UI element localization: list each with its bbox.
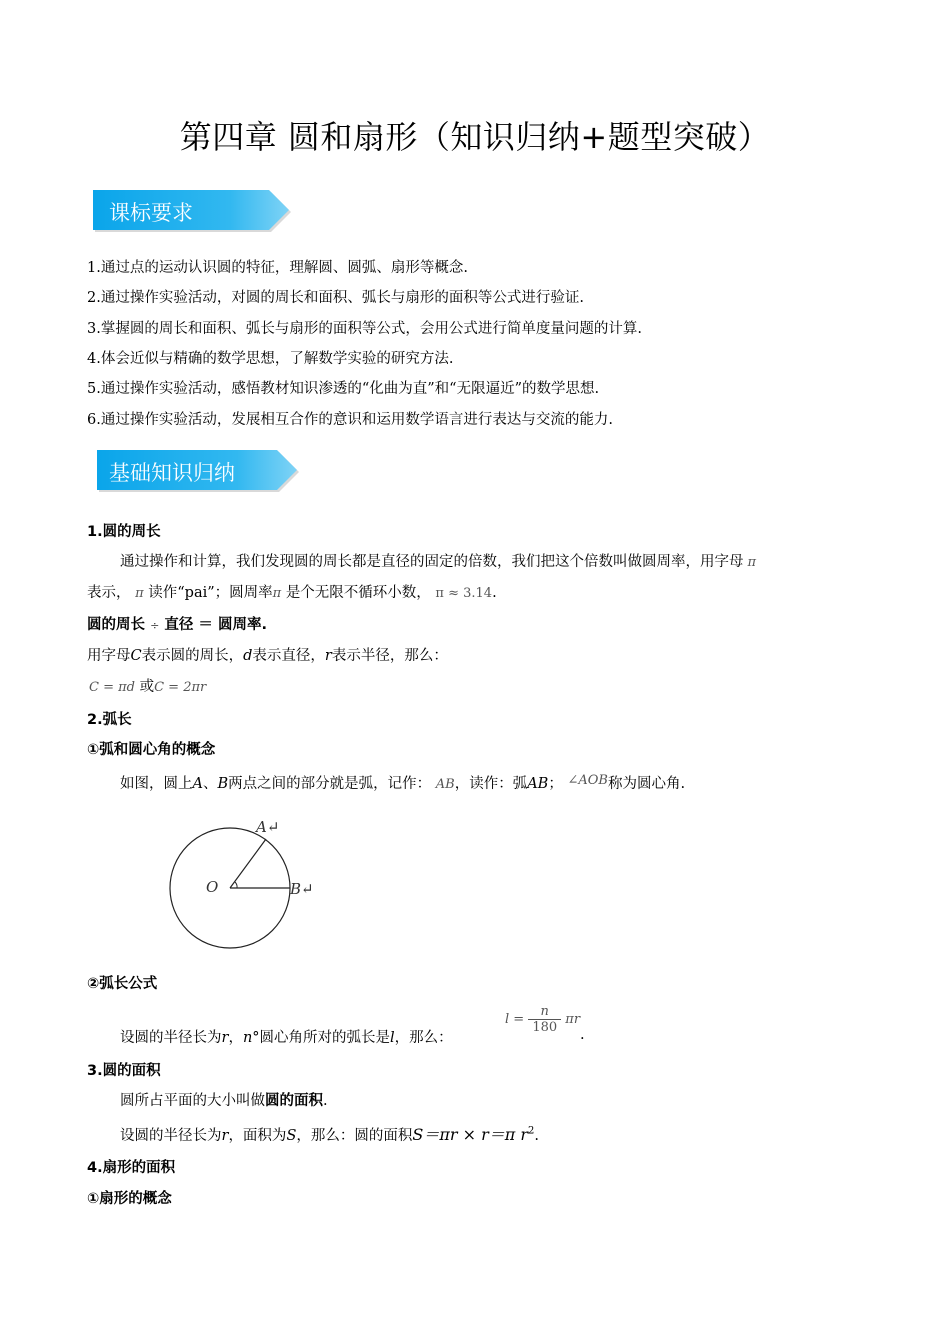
- section-heading: 2.弧长: [87, 712, 132, 728]
- text: ，面积为: [228, 1128, 287, 1144]
- banner-knowledge: [93, 448, 303, 496]
- text: 圆所占平面的大小叫做: [120, 1093, 265, 1109]
- pi-symbol: π: [135, 586, 144, 601]
- text: 用字母: [87, 648, 131, 664]
- requirement-item: 6.通过操作实验活动，发展相互合作的意识和运用数学语言进行表达与交流的能力.: [87, 412, 613, 428]
- fraction: [528, 1004, 561, 1035]
- text: 直径 ＝ 圆周率.: [164, 617, 267, 633]
- subsection-heading: ①扇形的概念: [87, 1191, 172, 1207]
- paragraph: [87, 644, 448, 665]
- section-heading: 1.圆的周长: [87, 524, 161, 540]
- pi-symbol: π: [272, 586, 282, 601]
- paragraph: [87, 581, 497, 602]
- angle-formula: ∠AOB: [567, 773, 608, 788]
- var: n: [242, 1030, 253, 1046]
- angle-arc: [235, 882, 237, 888]
- requirement-item: 2.通过操作实验活动，对圆的周长和面积、弧长与扇形的面积等公式进行验证.: [87, 290, 584, 306]
- text-line: [120, 1026, 453, 1047]
- period: .: [580, 1027, 585, 1043]
- text: ，那么：: [394, 1030, 453, 1046]
- text: ，: [228, 1030, 243, 1046]
- text: 或: [139, 679, 155, 695]
- paragraph: [120, 550, 756, 571]
- var: B: [217, 776, 229, 792]
- point-label-o: O: [206, 878, 219, 896]
- arc-length-formula: [505, 1004, 580, 1035]
- bold-term: 圆的面积: [265, 1093, 323, 1109]
- divide-symbol: ÷: [150, 619, 160, 632]
- numerator: n: [528, 1004, 561, 1020]
- point-label-b: B↵: [290, 880, 314, 898]
- text: 圆的周长: [87, 617, 145, 633]
- requirement-item: 5.通过操作实验活动，感悟教材知识渗透的“化曲为直”和“无限逼近”的数学思想.: [87, 381, 600, 397]
- circumference-rule: [87, 613, 267, 634]
- paragraph: [120, 1122, 539, 1145]
- var: l: [390, 1030, 395, 1046]
- text: 通过操作和计算，我们发现圆的周长都是直径的固定的倍数，我们把这个倍数叫做圆周率，用字母: [120, 554, 744, 570]
- text: 是个无限不循环小数，: [285, 585, 431, 601]
- subsection-heading: ①弧和圆心角的概念: [87, 742, 216, 758]
- formula: AB: [435, 777, 455, 792]
- text: 如图，圆上: [120, 776, 193, 792]
- paragraph: [120, 772, 685, 793]
- text: 表示直径，: [252, 648, 325, 664]
- var: C: [130, 648, 142, 664]
- requirement-item: 1.通过点的运动认识圆的特征，理解圆、圆弧、扇形等概念.: [87, 260, 468, 276]
- var: r: [324, 648, 332, 664]
- requirement-item: 4.体会近似与精确的数学思想，了解数学实验的研究方法.: [87, 351, 454, 367]
- text: .: [492, 585, 497, 601]
- text: ，那么：圆的面积: [296, 1128, 413, 1144]
- circle-diagram: [160, 812, 330, 962]
- requirement-item: 3.掌握圆的周长和面积、弧长与扇形的面积等公式，会用公式进行简单度量问题的计算.: [87, 321, 642, 337]
- paragraph: [120, 1089, 328, 1110]
- denominator: 180: [532, 1020, 558, 1035]
- arc-notation: [436, 777, 455, 792]
- subsection-heading: ②弧长公式: [87, 976, 158, 992]
- formula: C = πd: [89, 680, 135, 695]
- text: 表示，: [87, 585, 131, 601]
- paragraph: [120, 1004, 453, 1047]
- text: 表示圆的周长，: [141, 648, 244, 664]
- formula: l =: [505, 1012, 525, 1027]
- radius-oa: [230, 839, 266, 888]
- formula: πr: [565, 1012, 581, 1027]
- formula: S＝πr × r＝π r: [412, 1125, 528, 1144]
- pi-approx-formula: π ≈ 3.14: [435, 586, 493, 601]
- banner-standards: [93, 188, 293, 236]
- text: 称为圆心角.: [607, 776, 686, 792]
- circumference-formulas: [89, 675, 206, 696]
- banner-knowledge-label: 基础知识归纳: [109, 461, 235, 485]
- text: .: [534, 1128, 539, 1144]
- var: S: [286, 1128, 297, 1144]
- pi-symbol: π: [747, 555, 757, 570]
- area-formula: [412, 1125, 534, 1144]
- section-heading: 4.扇形的面积: [87, 1160, 176, 1176]
- var: r: [221, 1128, 229, 1144]
- text: .: [323, 1093, 328, 1109]
- text: 读作“pai”；圆周率: [148, 585, 273, 601]
- text: 设圆的半径长为: [120, 1030, 222, 1046]
- text: 、: [202, 776, 218, 792]
- text: ；: [548, 776, 563, 792]
- text: 两点之间的部分就是弧，记作：: [228, 776, 432, 792]
- text: ，读作：弧: [454, 776, 528, 792]
- var: d: [243, 648, 253, 664]
- point-label-a: A↵: [256, 818, 280, 836]
- page-title: 第四章 圆和扇形（知识归纳+题型突破）: [179, 118, 771, 156]
- text: °圆心角所对的弧长是: [252, 1030, 391, 1046]
- exponent: 2: [527, 1125, 535, 1137]
- var: AB: [527, 776, 549, 792]
- text: 设圆的半径长为: [120, 1128, 222, 1144]
- var: A: [192, 776, 203, 792]
- formula: C = 2πr: [154, 680, 207, 695]
- text: 表示半径，那么：: [331, 648, 448, 664]
- var: r: [221, 1030, 229, 1046]
- section-heading: 3.圆的面积: [87, 1063, 161, 1079]
- banner-standards-label: 课标要求: [109, 201, 193, 225]
